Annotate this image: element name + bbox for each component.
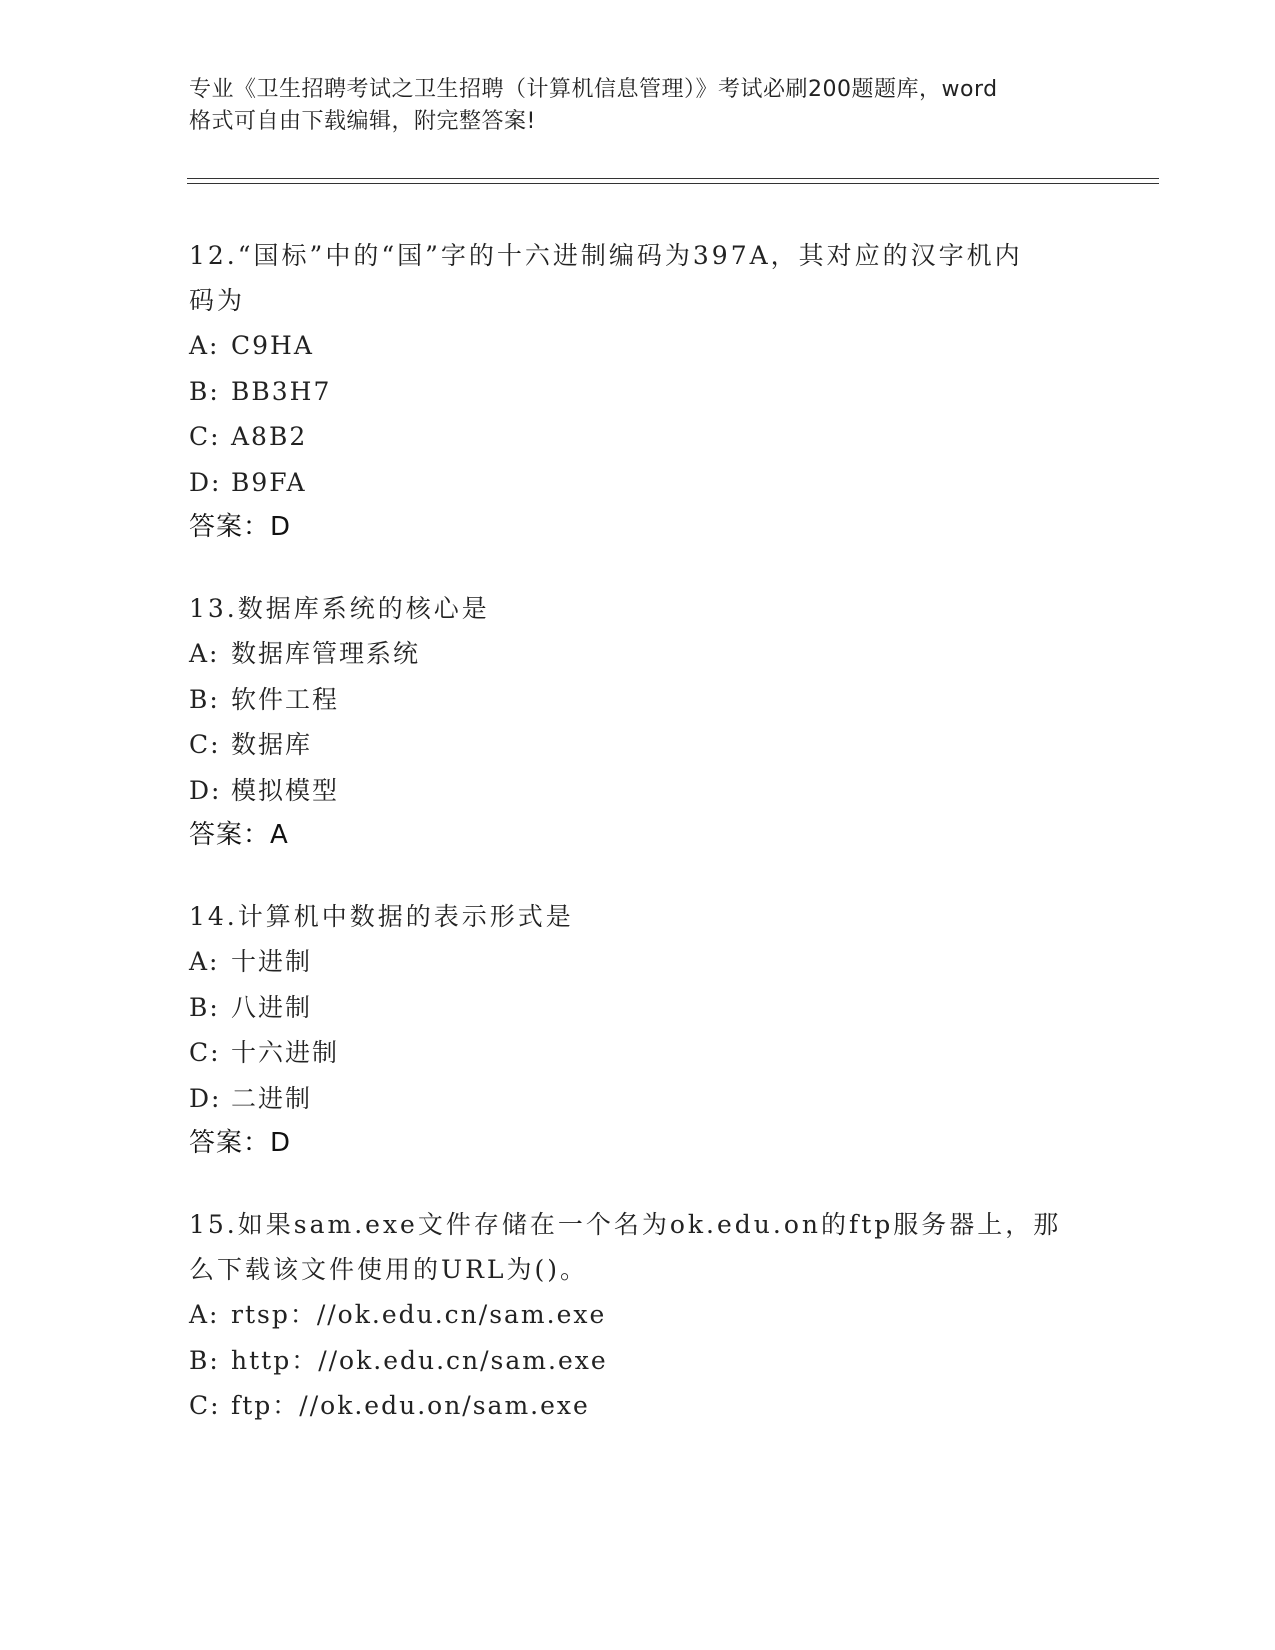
option-b	[189, 1338, 1089, 1384]
option-c	[189, 1030, 1089, 1076]
option-text: 软件工程	[231, 684, 340, 714]
option-letter: D:	[189, 467, 222, 497]
header-line-2: 格式可自由下载编辑，附完整答案!	[189, 109, 536, 134]
option-text: rtsp：//ok.edu.cn/sam.exe	[231, 1300, 607, 1329]
question-15	[189, 1202, 1089, 1429]
option-letter: D:	[189, 775, 222, 805]
question-stem: 14.计算机中数据的表示形式是	[189, 902, 574, 931]
document-header	[189, 74, 1089, 138]
option-letter: C:	[189, 1038, 221, 1067]
answer-line: 答案：A	[189, 820, 289, 850]
header-divider-bottom	[187, 183, 1159, 184]
question-12	[189, 233, 1089, 550]
answer-line: 答案：D	[189, 512, 292, 542]
option-letter: B:	[189, 992, 220, 1022]
option-letter: C:	[189, 730, 221, 759]
option-text: 二进制	[231, 1083, 313, 1113]
question-14	[189, 894, 1089, 1166]
option-letter: A:	[189, 1300, 220, 1329]
option-b	[189, 369, 1089, 415]
question-stem-continued: 么下载该文件使用的URL为()。	[189, 1255, 589, 1284]
question-list	[189, 233, 1089, 1465]
header-line-1: 专业《卫生招聘考试之卫生招聘（计算机信息管理）》考试必刷200题题库，word	[189, 77, 998, 102]
option-letter: C:	[189, 1391, 221, 1420]
option-letter: C:	[189, 422, 221, 451]
question-stem-continued: 码为	[189, 286, 246, 315]
option-a	[189, 939, 1089, 985]
option-text: C9HA	[231, 331, 314, 360]
option-text: A8B2	[231, 422, 308, 451]
option-d	[189, 1076, 1089, 1122]
option-c	[189, 722, 1089, 768]
option-text: ftp：//ok.edu.on/sam.exe	[231, 1391, 590, 1420]
option-text: 十六进制	[231, 1038, 340, 1067]
option-c	[189, 414, 1089, 460]
option-letter: A:	[189, 639, 220, 668]
option-letter: B:	[189, 376, 220, 406]
option-letter: A:	[189, 947, 220, 976]
option-text: 十进制	[231, 947, 313, 976]
question-stem: 12.“国标”中的“国”字的十六进制编码为397A，其对应的汉字机内	[189, 241, 1023, 270]
option-a	[189, 631, 1089, 677]
header-divider-top	[187, 178, 1159, 179]
option-b	[189, 677, 1089, 723]
option-d	[189, 768, 1089, 814]
option-text: http：//ok.edu.cn/sam.exe	[231, 1345, 608, 1375]
option-c	[189, 1383, 1089, 1429]
option-letter: D:	[189, 1083, 222, 1113]
option-a	[189, 1292, 1089, 1338]
option-text: BB3H7	[231, 376, 332, 406]
answer-line: 答案：D	[189, 1128, 292, 1158]
option-d	[189, 460, 1089, 506]
option-letter: A:	[189, 331, 220, 360]
option-text: 数据库	[231, 730, 313, 759]
option-letter: B:	[189, 1345, 220, 1375]
option-text: 模拟模型	[231, 775, 340, 805]
option-text: 数据库管理系统	[231, 639, 421, 668]
option-a	[189, 323, 1089, 369]
option-letter: B:	[189, 684, 220, 714]
option-text: 八进制	[231, 992, 313, 1022]
option-text: B9FA	[231, 467, 307, 497]
question-stem: 13.数据库系统的核心是	[189, 594, 490, 623]
question-13	[189, 586, 1089, 858]
option-b	[189, 985, 1089, 1031]
question-stem: 15.如果sam.exe文件存储在一个名为ok.edu.on的ftp服务器上，那	[189, 1210, 1062, 1239]
